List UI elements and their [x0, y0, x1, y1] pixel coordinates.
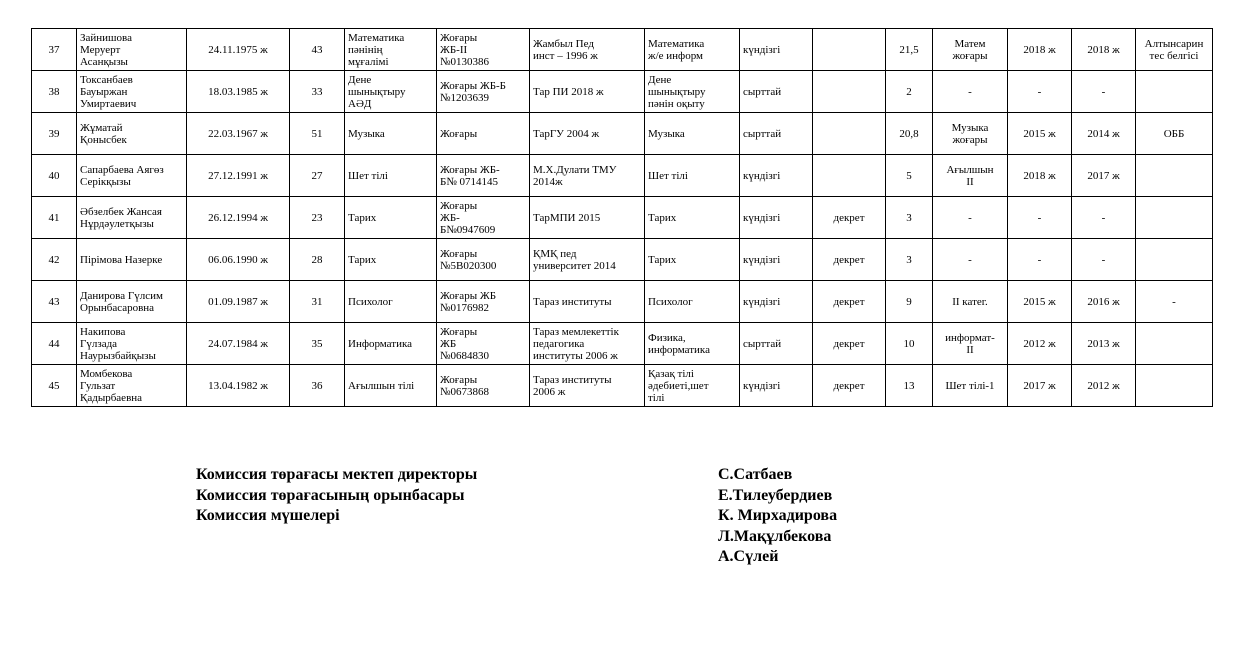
teacher-name-cell	[77, 155, 187, 197]
specialty-line: информатика	[648, 343, 710, 356]
category-line: Матем	[954, 37, 986, 50]
education-line: Жоғары	[440, 373, 478, 386]
teacher-name-cell	[77, 197, 187, 239]
leave-status-cell	[813, 155, 886, 197]
table-row	[32, 197, 1213, 239]
teacher-name-line: Қадырбаевна	[80, 391, 143, 404]
teacher-name-cell	[77, 71, 187, 113]
row-number-cell: 44	[32, 323, 77, 365]
age-cell: 51	[290, 113, 345, 155]
experience-cell: 5	[886, 155, 933, 197]
category-line: Шет тілі-1	[945, 379, 995, 392]
age-cell: 27	[290, 155, 345, 197]
commission-member-name: С.Сатбаев	[718, 466, 793, 483]
award-cell	[1136, 323, 1213, 365]
institution-line: Тараз институты	[533, 295, 612, 308]
specialty-cell	[645, 197, 740, 239]
study-form-cell: күндізгі	[740, 239, 813, 281]
specialty-line: Шет тілі	[648, 169, 688, 182]
teacher-name-line: Гүлзада	[80, 337, 118, 350]
specialty-line: Дене	[648, 73, 672, 86]
institution-line: 2014ж	[533, 175, 563, 188]
commission-member-name: Е.Тилеубердиев	[718, 486, 833, 504]
row-number-cell: 42	[32, 239, 77, 281]
education-cell	[437, 197, 530, 239]
position-cell	[345, 239, 437, 281]
year-1-cell: 2015 ж	[1008, 113, 1072, 155]
experience-cell: 21,5	[886, 29, 933, 71]
study-form-cell: сырттай	[740, 323, 813, 365]
leave-status-cell: декрет	[813, 365, 886, 407]
teacher-name-cell	[77, 113, 187, 155]
institution-line: 2006 ж	[533, 385, 566, 398]
table-row	[32, 365, 1213, 407]
education-line: Жоғары ЖБ-	[440, 163, 500, 176]
education-line: №0130386	[440, 55, 489, 68]
age-cell: 36	[290, 365, 345, 407]
table-row	[32, 239, 1213, 281]
year-2-cell: 2017 ж	[1072, 155, 1136, 197]
year-2-cell: 2016 ж	[1072, 281, 1136, 323]
teacher-name-cell	[77, 281, 187, 323]
education-cell	[437, 113, 530, 155]
education-line: Жоғары ЖБ	[440, 289, 497, 302]
age-cell: 31	[290, 281, 345, 323]
category-line: -	[968, 253, 972, 266]
position-cell	[345, 365, 437, 407]
commission-signatures	[718, 465, 837, 568]
specialty-line: әдебиеті,шет	[648, 379, 709, 392]
teacher-name-cell	[77, 239, 187, 281]
education-line: №0684830	[440, 349, 489, 362]
teacher-name-line: Бауыржан	[80, 85, 128, 98]
position-line: Дене	[348, 73, 372, 86]
birth-date-cell: 24.07.1984 ж	[187, 323, 290, 365]
commission-member-name: А.Сүлей	[718, 548, 779, 565]
birth-date-cell: 27.12.1991 ж	[187, 155, 290, 197]
category-line: -	[968, 211, 972, 224]
study-form-cell: сырттай	[740, 71, 813, 113]
education-line: №1203639	[440, 91, 489, 104]
specialty-line: Музыка	[648, 127, 685, 140]
age-cell: 33	[290, 71, 345, 113]
table-row	[32, 323, 1213, 365]
experience-cell: 13	[886, 365, 933, 407]
award-cell	[1136, 71, 1213, 113]
position-line: Музыка	[348, 127, 385, 140]
year-1-cell: 2018 ж	[1008, 29, 1072, 71]
education-line: Жоғары	[440, 127, 478, 140]
leave-status-cell: декрет	[813, 281, 886, 323]
position-line: Тарих	[348, 253, 377, 266]
row-number-cell: 45	[32, 365, 77, 407]
specialty-cell	[645, 29, 740, 71]
experience-cell: 9	[886, 281, 933, 323]
category-line: жоғары	[952, 133, 988, 146]
education-cell	[437, 239, 530, 281]
institution-cell	[530, 155, 645, 197]
year-1-cell: 2012 ж	[1008, 323, 1072, 365]
institution-cell	[530, 71, 645, 113]
study-form-cell: күндізгі	[740, 155, 813, 197]
position-cell	[345, 113, 437, 155]
education-line: №5В020300	[440, 259, 497, 272]
institution-line: институты 2006 ж	[533, 349, 618, 362]
birth-date-cell: 26.12.1994 ж	[187, 197, 290, 239]
institution-line: Жамбыл Пед	[533, 37, 594, 50]
institution-cell	[530, 281, 645, 323]
specialty-line: Математика	[648, 37, 705, 50]
teacher-name-line: Асанқызы	[80, 55, 128, 68]
teacher-name-line: Данирова Гүлсим	[80, 289, 163, 302]
specialty-cell	[645, 155, 740, 197]
birth-date-cell: 18.03.1985 ж	[187, 71, 290, 113]
row-number-cell: 41	[32, 197, 77, 239]
teacher-name-line: Зайнишова	[80, 31, 132, 44]
experience-cell: 3	[886, 197, 933, 239]
specialty-line: пәнін оқыту	[648, 97, 705, 110]
category-cell	[933, 239, 1008, 281]
commission-title: Комиссия төрағасының орынбасары	[196, 486, 465, 504]
row-number-cell: 39	[32, 113, 77, 155]
specialty-cell	[645, 239, 740, 281]
commission-titles	[196, 465, 477, 527]
award-line: Алтынсарин	[1144, 37, 1204, 50]
study-form-cell: күндізгі	[740, 281, 813, 323]
specialty-line: Психолог	[648, 295, 693, 308]
birth-date-cell: 24.11.1975 ж	[187, 29, 290, 71]
category-cell	[933, 29, 1008, 71]
position-cell	[345, 71, 437, 113]
year-2-cell: 2013 ж	[1072, 323, 1136, 365]
commission-title: Комиссия мүшелері	[196, 507, 340, 524]
education-line: №0176982	[440, 301, 489, 314]
year-1-cell: -	[1008, 239, 1072, 281]
position-line: Ағылшын тілі	[348, 379, 415, 392]
institution-cell	[530, 197, 645, 239]
leave-status-cell: декрет	[813, 323, 886, 365]
study-form-cell: күндізгі	[740, 29, 813, 71]
institution-line: инст – 1996 ж	[533, 49, 598, 62]
specialty-line: Физика,	[648, 331, 686, 344]
position-line: мұғалімі	[348, 55, 389, 68]
position-line: пәнінің	[348, 43, 383, 56]
year-2-cell: 2014 ж	[1072, 113, 1136, 155]
category-cell	[933, 155, 1008, 197]
table-row	[32, 113, 1213, 155]
position-cell	[345, 155, 437, 197]
education-line: Жоғары	[440, 31, 478, 44]
institution-cell	[530, 365, 645, 407]
education-cell	[437, 155, 530, 197]
birth-date-cell: 22.03.1967 ж	[187, 113, 290, 155]
award-cell	[1136, 155, 1213, 197]
specialty-cell	[645, 323, 740, 365]
category-cell	[933, 281, 1008, 323]
year-2-cell: -	[1072, 197, 1136, 239]
category-cell	[933, 365, 1008, 407]
leave-status-cell: декрет	[813, 197, 886, 239]
category-line: ІІ	[966, 343, 974, 356]
teacher-name-line: Гульзат	[80, 379, 116, 392]
category-cell	[933, 113, 1008, 155]
education-cell	[437, 323, 530, 365]
award-cell	[1136, 365, 1213, 407]
table-body	[32, 29, 1213, 407]
institution-line: ТарМПИ 2015	[533, 211, 601, 224]
teacher-name-line: Токсанбаев	[80, 73, 133, 86]
year-1-cell: 2015 ж	[1008, 281, 1072, 323]
specialty-cell	[645, 365, 740, 407]
institution-cell	[530, 113, 645, 155]
education-cell	[437, 365, 530, 407]
table-row	[32, 155, 1213, 197]
teacher-name-cell	[77, 323, 187, 365]
study-form-cell: күндізгі	[740, 365, 813, 407]
category-line: ІІ	[966, 175, 974, 188]
award-line: -	[1172, 295, 1176, 308]
birth-date-cell: 06.06.1990 ж	[187, 239, 290, 281]
teacher-name-cell	[77, 365, 187, 407]
position-cell	[345, 29, 437, 71]
position-cell	[345, 323, 437, 365]
specialty-line: шынықтыру	[648, 85, 706, 98]
institution-cell	[530, 323, 645, 365]
education-line: ЖБ-	[440, 211, 460, 224]
study-form-cell: сырттай	[740, 113, 813, 155]
specialty-cell	[645, 71, 740, 113]
teacher-name-cell	[77, 29, 187, 71]
education-line: Жоғары	[440, 247, 478, 260]
education-line: Б№ 0714145	[440, 175, 499, 188]
birth-date-cell: 01.09.1987 ж	[187, 281, 290, 323]
position-cell	[345, 197, 437, 239]
table-row	[32, 29, 1213, 71]
table-row	[32, 71, 1213, 113]
education-line: №0673868	[440, 385, 489, 398]
year-2-cell: -	[1072, 71, 1136, 113]
award-cell	[1136, 29, 1213, 71]
position-line: шынықтыру	[348, 85, 406, 98]
leave-status-cell	[813, 29, 886, 71]
award-line: тес белгісі	[1149, 49, 1199, 62]
teacher-name-line: Накипова	[80, 325, 126, 338]
education-cell	[437, 71, 530, 113]
teacher-name-line: Сапарбаева Аягөз	[80, 163, 164, 176]
year-2-cell: 2012 ж	[1072, 365, 1136, 407]
teacher-name-line: Момбекова	[80, 367, 133, 380]
institution-line: М.Х.Дулати ТМУ	[533, 163, 617, 176]
institution-line: ТарГУ 2004 ж	[533, 127, 600, 140]
commission-title: Комиссия төрағасы мектеп директоры	[196, 466, 478, 483]
year-1-cell: -	[1008, 71, 1072, 113]
education-line: Жоғары	[440, 325, 478, 338]
leave-status-cell	[813, 71, 886, 113]
education-cell	[437, 281, 530, 323]
study-form-cell: күндізгі	[740, 197, 813, 239]
position-line: Психолог	[348, 295, 393, 308]
teacher-name-line: Меруерт	[80, 43, 121, 56]
teacher-name-line: Нұрдәулетқызы	[80, 217, 154, 230]
specialty-line: Тарих	[648, 253, 677, 266]
education-line: Жоғары ЖБ-Б	[440, 79, 506, 92]
row-number-cell: 38	[32, 71, 77, 113]
row-number-cell: 43	[32, 281, 77, 323]
teacher-name-line: Қонысбек	[80, 133, 127, 146]
age-cell: 23	[290, 197, 345, 239]
position-cell	[345, 281, 437, 323]
specialty-line: ж/е информ	[648, 49, 703, 62]
teacher-name-line: Жұматай	[80, 121, 123, 134]
year-1-cell: 2018 ж	[1008, 155, 1072, 197]
specialty-cell	[645, 113, 740, 155]
institution-line: Тар ПИ 2018 ж	[533, 85, 604, 98]
specialty-line: Тарих	[648, 211, 677, 224]
birth-date-cell: 13.04.1982 ж	[187, 365, 290, 407]
year-2-cell: 2018 ж	[1072, 29, 1136, 71]
leave-status-cell: декрет	[813, 239, 886, 281]
category-line: информат-	[945, 331, 995, 344]
award-cell	[1136, 239, 1213, 281]
category-cell	[933, 197, 1008, 239]
institution-line: университет 2014	[533, 259, 616, 272]
category-cell	[933, 71, 1008, 113]
commission-member-name: К. Мирхадирова	[718, 507, 838, 524]
position-line: Шет тілі	[348, 169, 388, 182]
teacher-name-line: Наурызбайқызы	[80, 349, 156, 362]
education-line: ЖБ-ІІ	[440, 43, 468, 56]
category-line: -	[968, 85, 972, 98]
experience-cell: 20,8	[886, 113, 933, 155]
category-line: Музыка	[951, 121, 989, 134]
position-line: Информатика	[348, 337, 413, 350]
specialty-line: Қазақ тілі	[648, 367, 694, 380]
experience-cell: 10	[886, 323, 933, 365]
year-2-cell: -	[1072, 239, 1136, 281]
commission-member-name: Л.Мақұлбекова	[718, 527, 832, 545]
experience-cell: 3	[886, 239, 933, 281]
age-cell: 43	[290, 29, 345, 71]
teacher-name-line: Серікқызы	[80, 175, 131, 188]
experience-cell: 2	[886, 71, 933, 113]
position-line: АӘД	[348, 97, 372, 110]
teacher-name-line: Әбзелбек Жансая	[80, 205, 162, 218]
teacher-name-line: Умиртаевич	[80, 97, 137, 110]
staff-table	[31, 28, 1213, 407]
education-cell	[437, 29, 530, 71]
award-line: ОББ	[1163, 127, 1185, 140]
year-1-cell: -	[1008, 197, 1072, 239]
institution-line: ҚМҚ пед	[533, 247, 577, 260]
age-cell: 28	[290, 239, 345, 281]
leave-status-cell	[813, 113, 886, 155]
teacher-name-line: Пірімова Назерке	[80, 253, 163, 266]
institution-line: педагогика	[533, 337, 585, 350]
age-cell: 35	[290, 323, 345, 365]
table-row	[32, 281, 1213, 323]
category-line: жоғары	[952, 49, 988, 62]
category-line: Ағылшын	[946, 163, 994, 176]
row-number-cell: 37	[32, 29, 77, 71]
institution-cell	[530, 29, 645, 71]
education-line: Жоғары	[440, 199, 478, 212]
category-line: ІІ катег.	[952, 295, 988, 308]
year-1-cell: 2017 ж	[1008, 365, 1072, 407]
category-cell	[933, 323, 1008, 365]
award-cell	[1136, 281, 1213, 323]
education-line: Б№0947609	[440, 223, 496, 236]
institution-cell	[530, 239, 645, 281]
award-cell	[1136, 113, 1213, 155]
specialty-line: тілі	[648, 391, 665, 404]
award-cell	[1136, 197, 1213, 239]
teacher-name-line: Орынбасаровна	[80, 301, 155, 314]
position-line: Математика	[348, 31, 405, 44]
position-line: Тарих	[348, 211, 377, 224]
institution-line: Тараз институты	[533, 373, 612, 386]
specialty-cell	[645, 281, 740, 323]
institution-line: Тараз мемлекеттік	[533, 325, 619, 338]
education-line: ЖБ	[440, 337, 457, 350]
row-number-cell: 40	[32, 155, 77, 197]
